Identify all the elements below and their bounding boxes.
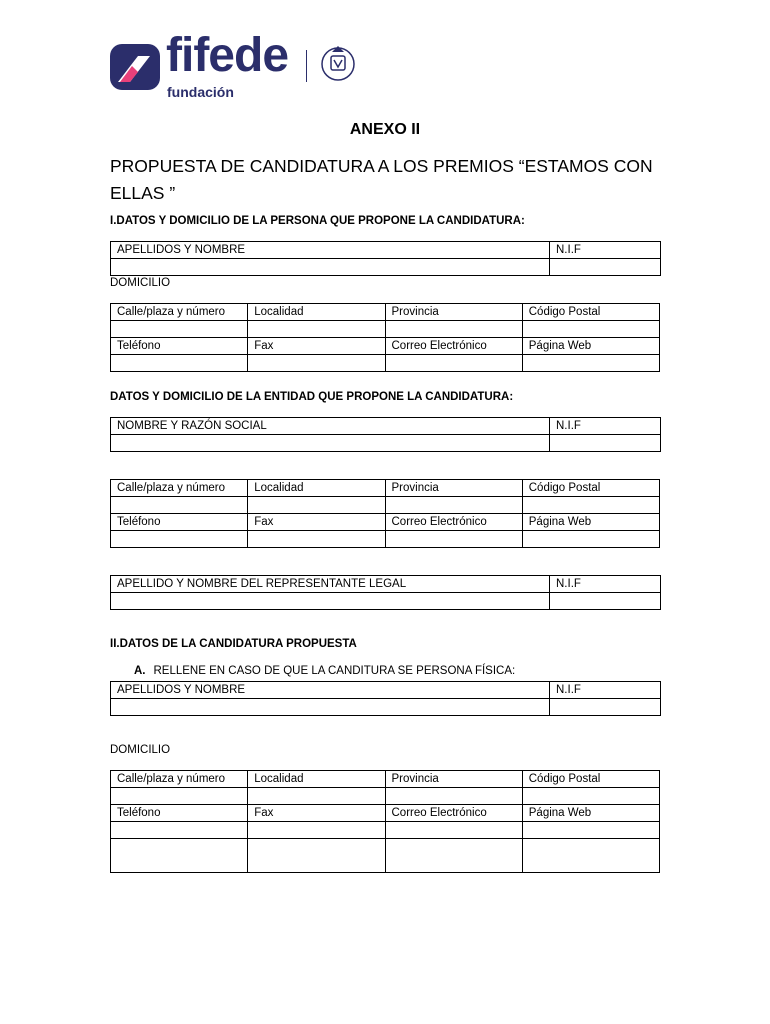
telefono-field[interactable] [111,822,248,839]
email-field[interactable] [385,355,522,372]
calle-label: Calle/plaza y número [111,304,248,321]
telefono-field[interactable] [111,531,248,548]
provincia-label: Provincia [385,771,522,788]
localidad-label: Localidad [248,480,385,497]
cp-field[interactable] [522,321,659,338]
fax-label: Fax [248,805,385,822]
web-label: Página Web [522,338,659,355]
web-field[interactable] [522,355,659,372]
logo-brand: fifede [166,29,289,82]
nif-field[interactable] [550,259,661,276]
web-field[interactable] [522,531,659,548]
cp-label: Código Postal [522,480,659,497]
section1-heading: I.DATOS Y DOMICILIO DE LA PERSONA QUE PROPONE LA CANDIDATURA: [110,215,525,227]
cp-label: Código Postal [522,304,659,321]
name-field[interactable] [111,259,550,276]
section2-domicilio-label: DOMICILIO [110,744,171,756]
entity-heading: DATOS Y DOMICILIO DE LA ENTIDAD QUE PROPONE LA CANDIDATURA: [110,391,514,403]
logo-subtitle: fundación [167,84,234,100]
item-a-letter: A. [134,665,146,677]
fax-field[interactable] [248,355,385,372]
web-field[interactable] [522,822,659,839]
email-field[interactable] [385,822,522,839]
entity-nif-label: N.I.F [550,418,661,435]
fax-field[interactable] [248,822,385,839]
fax-label: Fax [248,338,385,355]
name-label: APELLIDOS Y NOMBRE [111,242,550,259]
email-label: Correo Electrónico [385,338,522,355]
entity-name-label: NOMBRE Y RAZÓN SOCIAL [111,418,550,435]
calle-label: Calle/plaza y número [111,480,248,497]
entity-address-table [110,479,660,548]
entity-name-field[interactable] [111,435,550,452]
localidad-label: Localidad [248,304,385,321]
fifede-logo [108,29,368,104]
representative-label: APELLIDO Y NOMBRE DEL REPRESENTANTE LEGAL [111,576,550,593]
email-field[interactable] [385,531,522,548]
candidate-address-table [110,770,660,873]
telefono-label: Teléfono [111,805,248,822]
calle-label: Calle/plaza y número [111,771,248,788]
calle-field[interactable] [111,321,248,338]
web-label: Página Web [522,514,659,531]
item-a-text: RELLENE EN CASO DE QUE LA CANDITURA SE PERSONA FÍSICA: [153,665,516,677]
extra-field-3[interactable] [385,839,522,873]
logo-divider [306,50,307,82]
section1-address-table [110,303,660,372]
page-title: ANEXO II [349,121,421,138]
telefono-label: Teléfono [111,338,248,355]
localidad-field[interactable] [248,788,385,805]
provincia-field[interactable] [385,321,522,338]
localidad-label: Localidad [248,771,385,788]
provincia-label: Provincia [385,480,522,497]
section2-item-a [134,665,515,677]
provincia-field[interactable] [385,788,522,805]
section1-name-table [110,241,661,276]
candidate-name-field[interactable] [111,699,550,716]
email-label: Correo Electrónico [385,805,522,822]
provincia-label: Provincia [385,304,522,321]
cabildo-seal-icon [318,42,358,84]
extra-field-2[interactable] [248,839,385,873]
telefono-label: Teléfono [111,514,248,531]
candidate-name-table [110,681,661,716]
entity-name-table [110,417,661,452]
localidad-field[interactable] [248,497,385,514]
calle-field[interactable] [111,788,248,805]
fax-field[interactable] [248,531,385,548]
email-label: Correo Electrónico [385,514,522,531]
localidad-field[interactable] [248,321,385,338]
cp-label: Código Postal [522,771,659,788]
page-subtitle: PROPUESTA DE CANDIDATURA A LOS PREMIOS “ESTAMOS CON ELLAS ” [110,156,653,203]
web-label: Página Web [522,805,659,822]
extra-field-4[interactable] [522,839,659,873]
section1-domicilio-label: DOMICILIO [110,277,171,289]
representative-table [110,575,661,610]
telefono-field[interactable] [111,355,248,372]
fax-label: Fax [248,514,385,531]
section2-heading: II.DATOS DE LA CANDIDATURA PROPUESTA [110,638,357,650]
calle-field[interactable] [111,497,248,514]
cp-field[interactable] [522,497,659,514]
candidate-nif-field[interactable] [550,699,661,716]
representative-field[interactable] [111,593,550,610]
representative-nif-label: N.I.F [550,576,661,593]
provincia-field[interactable] [385,497,522,514]
candidate-name-label: APELLIDOS Y NOMBRE [111,682,550,699]
representative-nif-field[interactable] [550,593,661,610]
candidate-nif-label: N.I.F [550,682,661,699]
extra-field-1[interactable] [111,839,248,873]
entity-nif-field[interactable] [550,435,661,452]
nif-label: N.I.F [550,242,661,259]
fifede-mark-icon [108,42,162,92]
cp-field[interactable] [522,788,659,805]
